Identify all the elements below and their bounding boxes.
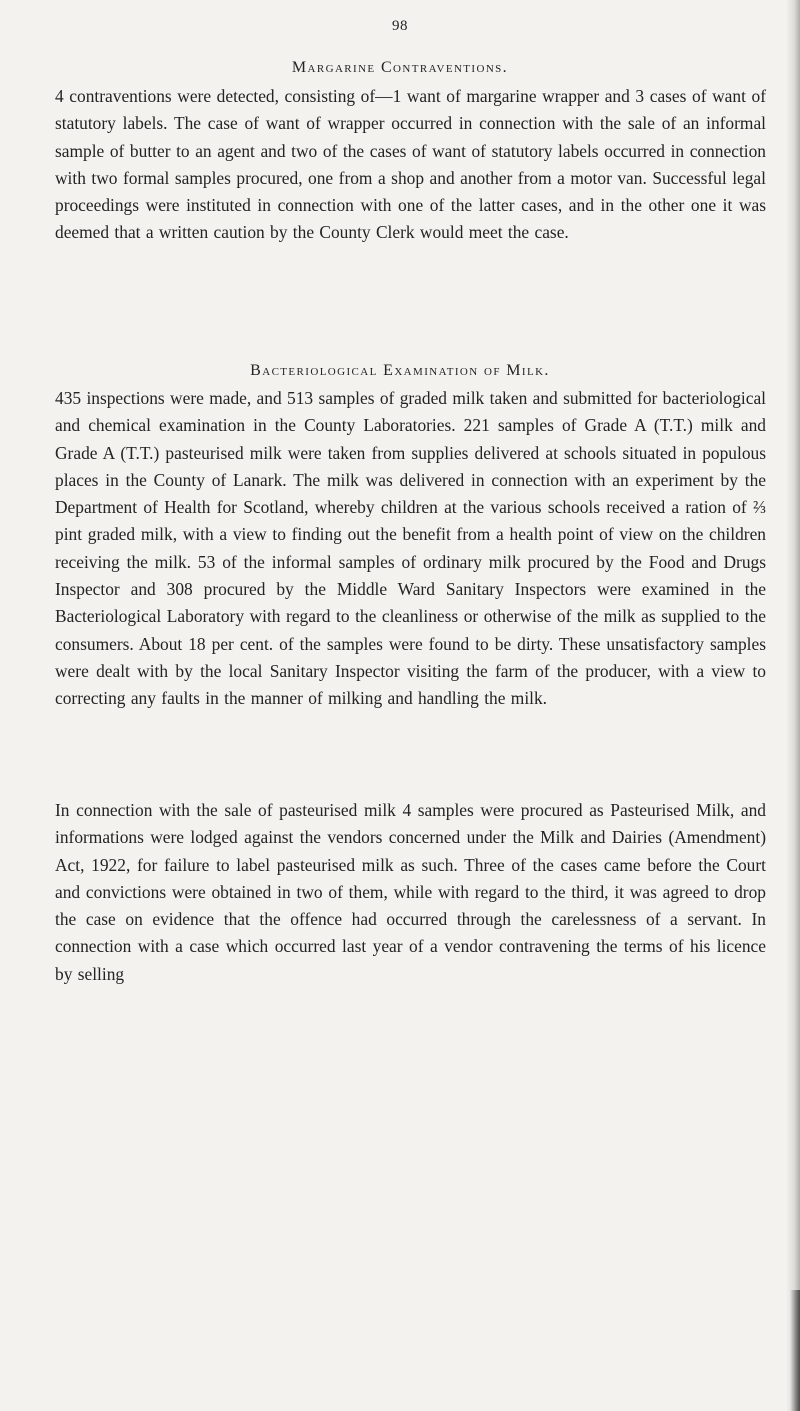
paragraph-margarine-contraventions: 4 contraventions were detected, consisting of—1 want of margarine wrapper and 3 cases of want of statutory labels. The case of want of wrapper occurred in connection with the sale of an informal sample of butter to an agent and two of the cases of want of statutory labels occurred in connection with two formal samples procured, one from a shop and another from a motor van. Successful legal proceedings were instituted in connection with one of the latter cases, and in the other one it was deemed that a written caution by the County Clerk would meet the case. [55,86,766,243]
page-edge-dark-shadow [790,1290,800,1411]
paragraph-bacteriological-examination: 435 inspections were made, and 513 samples of graded milk taken and submitted for bacteriological and chemical examination in the County Laboratories. 221 samples of Grade A (T.T.) milk and Grade A (T.T.) pasteurised milk were taken from supplies delivered at schools situated in populous places in the County of Lanark. The milk was delivered in connection with an experiment by the Department of Health for Scotland, whereby children at the various schools received a ration of ⅔ pint graded milk, with a view to finding out the benefit from a health point of view on the children receiving the milk. 53 of the informal samples of ordinary milk procured by the Food and Drugs Inspector and 308 procured by the Middle Ward Sanitary Inspectors were examined in the Bacteriological Laboratory with regard to the cleanliness or otherwise of the milk as supplied to the consumers. About 18 per cent. of the samples were found to be dirty. These unsatisfactory samples were dealt with by the local Sanitary Inspector visiting the farm of the producer, with a view to correcting any faults in the manner of milking and handling the milk. [55,388,766,709]
section-heading-margarine-contraventions: Margarine Contraventions. [291,59,509,76]
section-heading-bacteriological-examination: Bacteriological Examination of Milk. [250,362,550,379]
paragraph-pasteurised-milk: In connection with the sale of pasteurised milk 4 samples were procured as Pasteurised Milk, and informations were lodged against the vendors concerned under the Milk and Dairies (Amendment) Act, 1922, for failure to label pasteurised milk as such. Three of the cases came before the Court and convictions were obtained in two of them, while with regard to the third, it was agreed to drop the case on evidence that the offence had occurred through the carelessness of a servant. In connection with a case which occurred last year of a vendor contravening the terms of his licence by selling [55,800,766,984]
page-edge-shadow [786,0,800,1411]
page-number: 98 [392,18,408,34]
